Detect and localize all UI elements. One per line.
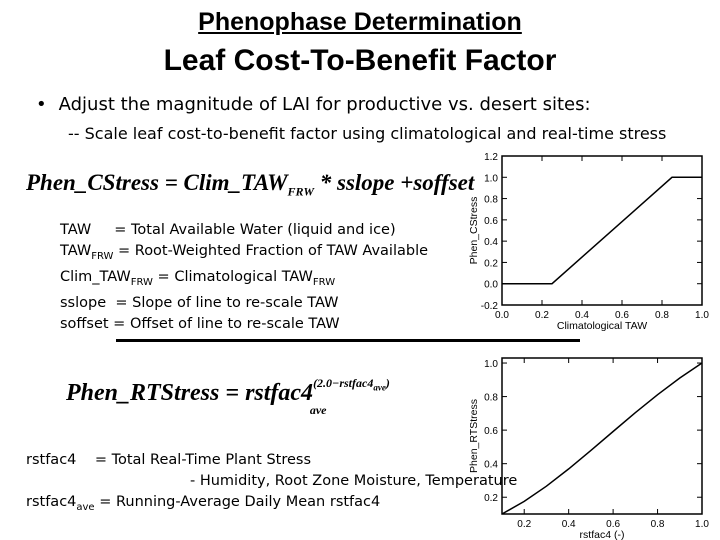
eq1-term3: soffset [413, 170, 475, 195]
rtstress-ytick-label: 1.0 [484, 359, 498, 371]
slide-title-text: Phenophase Determination [198, 8, 522, 36]
def-row: $TAW_{FRW}$ = Root-Weighted Fraction of TAW Available [60, 243, 429, 262]
def-row: $rstfac4_{ave}$ = Running-Average Daily Mean rstfac4 [26, 494, 381, 513]
cstress-xtick-label: 0.8 [655, 310, 669, 321]
slide-subtitle: Leaf Cost-To-Benefit Factor [163, 44, 557, 77]
eq1-term1: Clim_TAW [183, 170, 288, 195]
def-row: soffset = Offset of line to re-scale TAW [60, 315, 340, 332]
rtstress-ytick-label: 0.4 [484, 459, 498, 471]
cstress-ytick-label: -0.2 [480, 301, 498, 312]
rtstress-xtick-label: 0.4 [561, 519, 576, 530]
rtstress-xtick-label: 0.2 [517, 519, 532, 530]
eq2-exponent: (2.0−rstfac4ave) [313, 376, 390, 393]
cstress-series-line [502, 177, 702, 283]
equation-rtstress [66, 376, 406, 417]
cstress-xaxis-label: Climatological TAW [556, 320, 648, 332]
cstress-ytick-label: 0.2 [484, 258, 498, 270]
rtstress-chart [462, 350, 720, 540]
def-row: rstfac4 = Total Real-Time Plant Stress [26, 452, 312, 468]
rtstress-xaxis-label: rstfac4 (-) [579, 529, 625, 540]
cstress-ytick-label: 1.0 [484, 173, 498, 185]
cstress-ytick-label: 0.4 [484, 237, 498, 249]
eq2-base-sub: ave [309, 403, 327, 417]
cstress-plot-frame [502, 156, 702, 305]
rtstress-xtick-label: 0.6 [606, 519, 621, 530]
bullet-dot-icon: • [36, 94, 47, 115]
equation-cstress [26, 170, 474, 200]
cstress-chart [462, 148, 720, 336]
rtstress-xtick-label: 1.0 [695, 519, 709, 530]
cstress-xtick-label: 0.6 [615, 310, 629, 321]
cstress-xtick-label: 0.2 [535, 310, 549, 321]
cstress-ytick-label: 0.8 [484, 194, 498, 206]
section-divider [116, 339, 580, 342]
rtstress-ytick-label: 0.8 [484, 392, 498, 404]
eq2-equals: = [225, 380, 240, 406]
rtstress-ytick-label: 0.6 [484, 426, 498, 438]
eq1-op2: + [400, 170, 414, 195]
rtstress-ytick-label: 0.2 [484, 493, 498, 505]
rtstress-xtick-label: 0.8 [650, 519, 665, 530]
rtstress-yaxis-label: Phen_RTStress [468, 399, 480, 473]
eq2-lhs: Phen_RTStress [66, 380, 220, 406]
cstress-ytick-label: 0.0 [484, 279, 498, 291]
eq1-lhs: Phen_CStress [26, 170, 159, 195]
def-row: - Humidity, Root Zone Moisture, Temperature [190, 473, 518, 489]
slide-title [0, 8, 720, 37]
rtstress-plot-frame [502, 358, 702, 514]
eq1-term2: sslope [337, 170, 395, 195]
bullet-main [36, 94, 591, 115]
cstress-xtick-label: 0.4 [575, 310, 589, 321]
bullet-sub: -- Scale leaf cost-to-benefit factor using climatological and real-time stress [68, 124, 667, 143]
cstress-xtick-label: 0.0 [495, 310, 509, 321]
definitions-cstress [60, 220, 428, 335]
definitions-rtstress [26, 450, 517, 518]
eq1-equals: = [164, 170, 178, 195]
def-row: $Clim\_TAW_{FRW}$ = Climatological $TAW_{FRW}$ [60, 268, 336, 288]
def-row: TAW = Total Available Water (liquid and ice) [60, 222, 396, 238]
cstress-ytick-label: 1.2 [484, 152, 498, 163]
eq2-base: rstfac4 [245, 380, 314, 406]
cstress-yaxis-label: Phen_CStress [468, 196, 480, 265]
eq1-term1-sub: FRW [287, 184, 314, 199]
def-row: sslope = Slope of line to re-scale TAW [60, 294, 339, 311]
eq1-op1: * [319, 170, 332, 195]
cstress-ytick-label: 0.6 [484, 215, 498, 227]
rtstress-series-line [502, 363, 702, 514]
bullet-main-text: Adjust the magnitude of LAI for productive vs. desert sites: [58, 94, 591, 115]
cstress-xtick-label: 1.0 [695, 310, 709, 321]
